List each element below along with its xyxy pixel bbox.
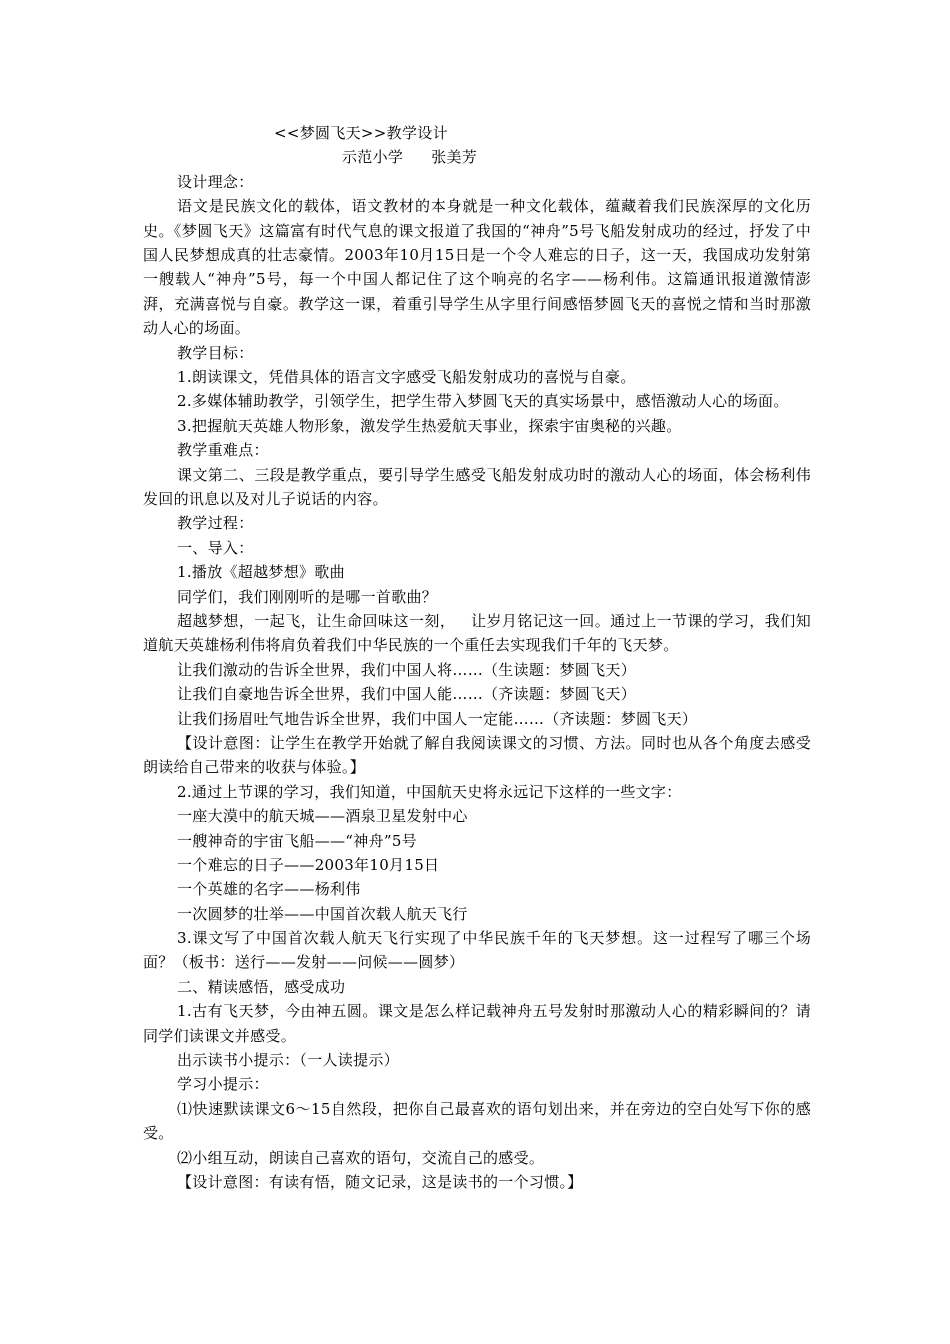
- author-line: [143, 145, 811, 169]
- part1-step1: 1.播放《超越梦想》歌曲: [177, 563, 345, 582]
- study-tip-heading: 学习小提示：: [177, 1075, 269, 1094]
- goals-heading: 教学目标：: [177, 343, 254, 362]
- fact-line-2: 一艘神奇的宇宙飞船——“神舟”5号: [177, 831, 417, 850]
- design-intent-1: 【设计意图：让学生在教学开始就了解自我阅读课文的习惯、方法。同时也从各个角度去感受朗读给自己带来的收获与体验。】: [143, 733, 811, 777]
- song-paragraph: 超越梦想，一起飞，让生命回味这一刻， 让岁月铭记这一回。通过上一节课的学习，我们知道航天英雄杨利伟将肩负着我们中华民族的一个重任去实现我们千年的飞天梦。: [143, 611, 811, 655]
- fact-line-3: 一个难忘的日子——2003年10月15日: [177, 855, 440, 874]
- goal-item-2: 2.多媒体辅助教学，引领学生，把学生带入梦圆飞天的真实场景中，感悟激动人心的场面。: [177, 392, 789, 411]
- author-name: 张美芳: [431, 148, 478, 167]
- goal-item-1: 1.朗读课文，凭借具体的语言文字感受飞船发射成功的喜悦与自豪。: [177, 368, 636, 386]
- part2-heading: 二、精读感悟，感受成功: [177, 977, 346, 996]
- part1-question: 同学们，我们刚刚听的是哪一首歌曲？: [177, 587, 438, 606]
- concept-heading: 设计理念：: [177, 172, 254, 191]
- document-title: <<梦圆飞天>>教学设计: [274, 124, 448, 142]
- concept-paragraph: 语文是民族文化的载体，语文教材的本身就是一种文化载体，蕴藏着我们民族深厚的文化历史。《梦圆飞天》这篇富有时代气息的课文报道了我国的“神舟”5号飞船发射成功的经过，抒发了中国人民梦想成真的壮志豪情。2003年10月15日是一个令人难忘的日子，这一天，我国成功发射第一艘载人“神舟”5号，每一个中国人都记住了这个响亮的名字——杨利伟。这篇通讯报道激情澎湃，充满喜悦与自豪。教学这一课，着重引导学生从字里行间感悟梦圆飞天的喜悦之情和当时那激动人心的场面。: [143, 197, 811, 338]
- fact-line-4: 一个英雄的名字——杨利伟: [177, 880, 361, 899]
- part2-step1: 1.古有飞天梦，今由神五圆。课文是怎么样记载神舟五号发射时那激动人心的精彩瞬间的？请同学们读课文并感受。: [143, 1002, 811, 1045]
- fact-line-1: 一座大漠中的航天城——酒泉卫星发射中心: [177, 807, 468, 826]
- document-body: [143, 121, 811, 1194]
- read-aloud-2: 让我们自豪地告诉全世界，我们中国人能……（齐读题：梦圆飞天）: [177, 685, 637, 704]
- process-heading: 教学过程：: [177, 514, 254, 533]
- study-tip-1: ⑴快速默读课文6～15自然段，把你自己最喜欢的语句划出来，并在旁边的空白处写下你的感受。: [143, 1099, 811, 1143]
- key-points-paragraph: 课文第二、三段是教学重点，要引导学生感受飞船发射成功时的激动人心的场面，体会杨利伟发回的讯息以及对儿子说话的内容。: [143, 465, 811, 508]
- fact-line-5: 一次圆梦的壮举——中国首次载人航天飞行: [177, 904, 468, 923]
- author-school: 示范小学: [342, 148, 404, 167]
- reading-tip-show: 出示读书小提示：（一人读提示）: [177, 1051, 400, 1070]
- read-aloud-1: 让我们激动的告诉全世界，我们中国人将……（生读题：梦圆飞天）: [177, 660, 637, 679]
- part1-step3: 3.课文写了中国首次载人航天飞行实现了中华民族千年的飞天梦想。这一过程写了哪三个场面？（板书：送行——发射——问候——圆梦）: [143, 929, 811, 972]
- part1-step2: 2.通过上节课的学习，我们知道，中国航天史将永远记下这样的一些文字：: [177, 782, 682, 801]
- goal-item-3: 3.把握航天英雄人物形象，激发学生热爱航天事业，探索宇宙奥秘的兴趣。: [177, 416, 682, 435]
- key-points-heading: 教学重难点：: [177, 441, 269, 460]
- design-intent-2: 【设计意图：有读有悟，随文记录，这是读书的一个习惯。】: [177, 1173, 583, 1192]
- part1-heading: 一、导入：: [177, 538, 254, 557]
- read-aloud-3: 让我们扬眉吐气地告诉全世界，我们中国人一定能……（齐读题：梦圆飞天）: [177, 709, 698, 728]
- study-tip-2: ⑵小组互动，朗读自己喜欢的语句，交流自己的感受。: [177, 1148, 545, 1167]
